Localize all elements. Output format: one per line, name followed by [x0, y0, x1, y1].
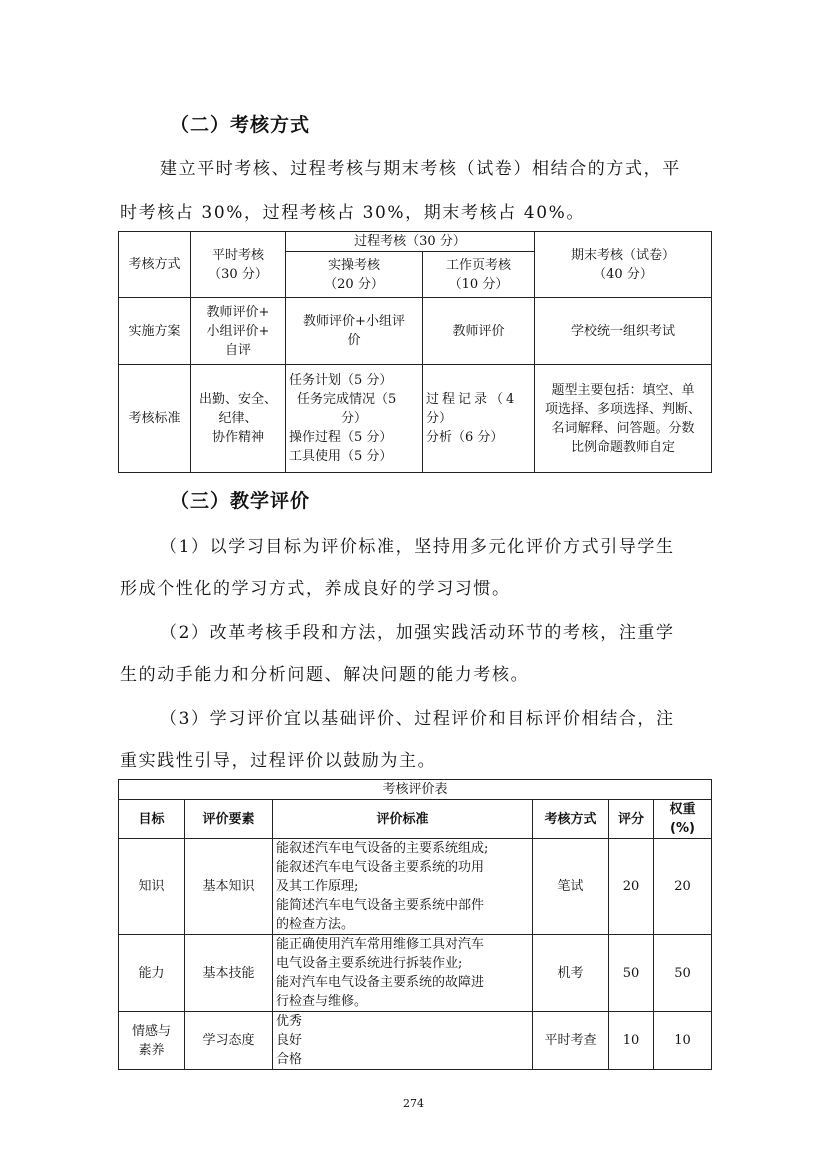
cell-standard: 能叙述汽车电气设备的主要系统组成; 能叙述汽车电气设备主要系统的功用 及其工作原理; 能简述汽车电气设备主要系统中部件 的检查方法。: [273, 839, 533, 935]
cell-plan-usual: 教师评价+ 小组评价+ 自评: [191, 298, 286, 365]
header-worksheet: 工作页考核 （10 分）: [423, 252, 535, 298]
cell-standard: 优秀 良好 合格: [273, 1012, 533, 1070]
cell-standard-final: 题型主要包括：填空、单 项选择、多项选择、判断、 名词解释、问答题。分数 比例命题教师自定: [535, 365, 712, 473]
cell-standard-worksheet: 过程记录（4 分） 分析（6 分）: [423, 365, 535, 473]
section-title-assessment-method: （二）考核方式: [170, 114, 311, 136]
table-row: [119, 839, 712, 935]
cell-standard-practice: 任务计划（5 分） 任务完成情况（5 分） 操作过程（5 分） 工具使用（5 分）: [286, 365, 423, 473]
cell-plan-practice: 教师评价+小组评 价: [286, 298, 423, 365]
paragraph-line: 生的动手能力和分析问题、解决问题的能力考核。: [120, 665, 530, 685]
cell-goal: 情感与 素养: [119, 1012, 185, 1070]
header-goal: 目标: [119, 800, 185, 839]
cell-method: 机考: [533, 935, 609, 1012]
cell-method: 平时考查: [533, 1012, 609, 1070]
header-weight: 权重 (%): [654, 800, 712, 839]
table-row: [119, 1012, 712, 1070]
cell-score: 10: [609, 1012, 654, 1070]
paragraph-line: 建立平时考核、过程考核与期末考核（试卷）相结合的方式，平: [160, 159, 681, 179]
cell-element: 学习态度: [185, 1012, 273, 1070]
header-method: 考核方式: [533, 800, 609, 839]
table-row: [119, 935, 712, 1012]
cell-plan-final: 学校统一组织考试: [535, 298, 712, 365]
cell-element: 基本技能: [185, 935, 273, 1012]
header-method: 考核方式: [119, 232, 191, 298]
cell-method: 笔试: [533, 839, 609, 935]
row-label-standard: 考核标准: [119, 365, 191, 473]
cell-plan-worksheet: 教师评价: [423, 298, 535, 365]
cell-goal: 知识: [119, 839, 185, 935]
header-final: 期末考核（试卷） （40 分）: [535, 232, 712, 298]
cell-score: 50: [609, 935, 654, 1012]
cell-standard: 能正确使用汽车常用维修工具对汽车 电气设备主要系统进行拆装作业; 能对汽车电气设备主要系统的故障进 行检查与维修。: [273, 935, 533, 1012]
paragraph-line: （2）改革考核手段和方法，加强实践活动环节的考核，注重学: [160, 623, 675, 643]
cell-weight: 50: [654, 935, 712, 1012]
table-caption: 考核评价表: [119, 780, 712, 800]
header-element: 评价要素: [185, 800, 273, 839]
paragraph-line: （1）以学习目标为评价标准，坚持用多元化评价方式引导学生: [160, 537, 675, 557]
cell-standard-usual: 出勤、安全、 纪律、 协作精神: [191, 365, 286, 473]
cell-goal: 能力: [119, 935, 185, 1012]
header-usual: 平时考核 （30 分）: [191, 232, 286, 298]
cell-score: 20: [609, 839, 654, 935]
paragraph-line: 重实践性引导，过程评价以鼓励为主。: [120, 751, 437, 771]
header-score: 评分: [609, 800, 654, 839]
paragraph-line: 时考核占 30%，过程考核占 30%，期末考核占 40%。: [120, 203, 585, 223]
header-process: 过程考核（30 分）: [286, 232, 535, 252]
section-title-teaching-evaluation: （三）教学评价: [170, 490, 311, 512]
cell-element: 基本知识: [185, 839, 273, 935]
paragraph-line: （3）学习评价宜以基础评价、过程评价和目标评价相结合，注: [160, 709, 675, 729]
page-number: 274: [403, 1097, 424, 1110]
header-practice: 实操考核 （20 分）: [286, 252, 423, 298]
assessment-method-table: [118, 231, 712, 473]
cell-weight: 10: [654, 1012, 712, 1070]
row-label-plan: 实施方案: [119, 298, 191, 365]
cell-weight: 20: [654, 839, 712, 935]
evaluation-table: [118, 779, 712, 1070]
header-standard: 评价标准: [273, 800, 533, 839]
paragraph-line: 形成个性化的学习方式，养成良好的学习习惯。: [120, 579, 511, 599]
